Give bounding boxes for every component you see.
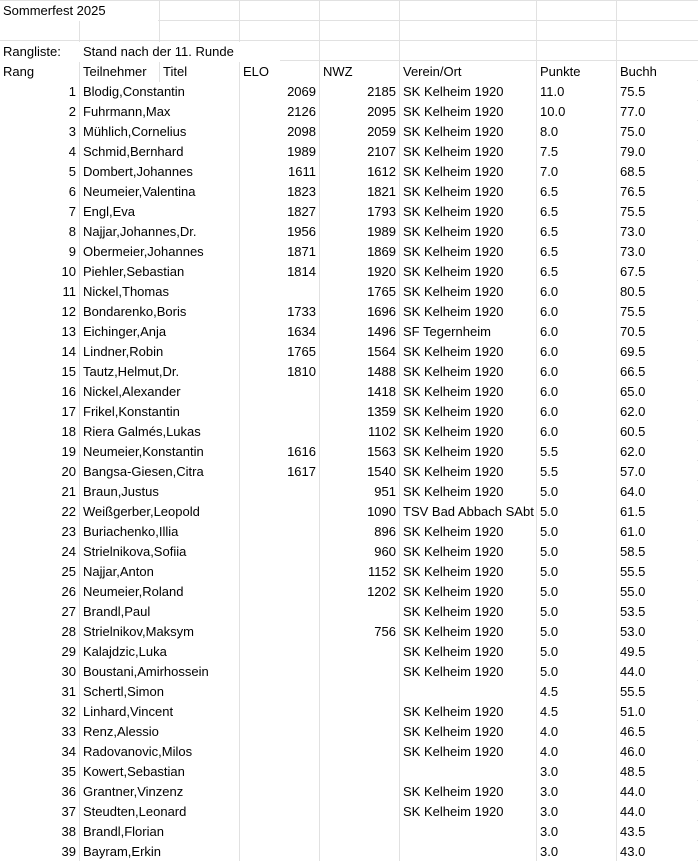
cell-rang[interactable]: 19 [0,442,79,462]
cell-elo[interactable]: 1989 [240,142,319,162]
cell-nwz[interactable]: 1920 [320,262,399,282]
cell-nwz[interactable] [320,662,399,682]
cell-rang[interactable]: 16 [0,382,79,402]
cell-buchh[interactable]: 60.5 [617,422,697,442]
cell-buchh[interactable]: 69.5 [617,342,697,362]
cell-nwz[interactable]: 1612 [320,162,399,182]
cell-punkte[interactable]: 3.0 [537,782,616,802]
cell-buchh[interactable]: 55.5 [617,682,697,702]
cell-nwz[interactable] [320,642,399,662]
cell-rang[interactable]: 20 [0,462,79,482]
cell-nwz[interactable]: 2107 [320,142,399,162]
cell-elo[interactable]: 1733 [240,302,319,322]
cell-punkte[interactable]: 6.0 [537,362,616,382]
cell-rang[interactable]: 29 [0,642,79,662]
cell-verein[interactable]: SK Kelheim 1920 [400,442,536,462]
cell-elo[interactable] [240,802,319,822]
cell-teilnehmer[interactable]: Strielnikova,Sofiia [80,542,239,562]
cell-punkte[interactable]: 5.0 [537,542,616,562]
cell-verein[interactable]: SK Kelheim 1920 [400,542,536,562]
cell-verein[interactable]: SK Kelheim 1920 [400,362,536,382]
cell-punkte[interactable]: 5.0 [537,562,616,582]
cell-elo[interactable] [240,402,319,422]
cell-verein[interactable]: SK Kelheim 1920 [400,802,536,822]
cell-buchh[interactable]: 80.5 [617,282,697,302]
cell-teilnehmer[interactable]: Fuhrmann,Max [80,102,239,122]
cell-elo[interactable]: 1616 [240,442,319,462]
cell-punkte[interactable]: 5.0 [537,602,616,622]
cell-nwz[interactable] [320,762,399,782]
cell-nwz[interactable]: 1821 [320,182,399,202]
cell-teilnehmer[interactable]: Obermeier,Johannes [80,242,239,262]
cell-buchh[interactable]: 44.0 [617,662,697,682]
cell-elo[interactable]: 1617 [240,462,319,482]
cell-punkte[interactable]: 6.5 [537,262,616,282]
cell-verein[interactable]: SK Kelheim 1920 [400,102,536,122]
ranking-status[interactable]: Stand nach der 11. Runde [80,42,280,62]
cell-rang[interactable]: 1 [0,82,79,102]
cell-elo[interactable] [240,522,319,542]
cell-verein[interactable]: SK Kelheim 1920 [400,342,536,362]
cell-punkte[interactable]: 6.5 [537,202,616,222]
cell-buchh[interactable]: 70.5 [617,322,697,342]
cell-punkte[interactable]: 4.5 [537,682,616,702]
cell-punkte[interactable]: 5.5 [537,462,616,482]
cell-punkte[interactable]: 6.0 [537,282,616,302]
cell-nwz[interactable] [320,822,399,842]
cell-teilnehmer[interactable]: Bangsa-Giesen,Citra [80,462,239,482]
cell-nwz[interactable] [320,702,399,722]
cell-buchh[interactable]: 43.0 [617,842,697,862]
cell-buchh[interactable]: 67.5 [617,262,697,282]
cell-buchh[interactable]: 75.0 [617,122,697,142]
cell-teilnehmer[interactable]: Radovanovic,Milos [80,742,239,762]
cell-verein[interactable]: SK Kelheim 1920 [400,222,536,242]
cell-teilnehmer[interactable]: Eichinger,Anja [80,322,239,342]
cell-teilnehmer[interactable]: Dombert,Johannes [80,162,239,182]
cell-teilnehmer[interactable]: Strielnikov,Maksym [80,622,239,642]
cell-elo[interactable]: 1611 [240,162,319,182]
cell-rang[interactable]: 30 [0,662,79,682]
cell-punkte[interactable]: 4.0 [537,742,616,762]
cell-punkte[interactable]: 6.5 [537,242,616,262]
cell-teilnehmer[interactable]: Piehler,Sebastian [80,262,239,282]
cell-teilnehmer[interactable]: Steudten,Leonard [80,802,239,822]
cell-elo[interactable] [240,562,319,582]
header-titel[interactable]: Titel [160,62,239,82]
cell-punkte[interactable]: 3.0 [537,842,616,862]
cell-rang[interactable]: 23 [0,522,79,542]
cell-rang[interactable]: 9 [0,242,79,262]
cell-rang[interactable]: 14 [0,342,79,362]
cell-buchh[interactable]: 79.0 [617,142,697,162]
cell-buchh[interactable]: 55.0 [617,582,697,602]
cell-elo[interactable] [240,702,319,722]
cell-rang[interactable]: 2 [0,102,79,122]
cell-nwz[interactable]: 1488 [320,362,399,382]
cell-nwz[interactable] [320,802,399,822]
cell-buchh[interactable]: 46.0 [617,742,697,762]
cell-verein[interactable] [400,762,536,782]
cell-buchh[interactable]: 53.5 [617,602,697,622]
cell-verein[interactable]: SK Kelheim 1920 [400,202,536,222]
cell-elo[interactable]: 1634 [240,322,319,342]
sheet-title[interactable]: Sommerfest 2025 [0,1,158,21]
cell-nwz[interactable]: 1869 [320,242,399,262]
cell-buchh[interactable]: 61.5 [617,502,697,522]
cell-rang[interactable]: 6 [0,182,79,202]
cell-verein[interactable]: SK Kelheim 1920 [400,702,536,722]
cell-buchh[interactable]: 57.0 [617,462,697,482]
cell-teilnehmer[interactable]: Neumeier,Roland [80,582,239,602]
cell-nwz[interactable]: 1540 [320,462,399,482]
cell-rang[interactable]: 31 [0,682,79,702]
cell-verein[interactable]: SK Kelheim 1920 [400,82,536,102]
cell-rang[interactable]: 34 [0,742,79,762]
cell-teilnehmer[interactable]: Buriachenko,Illia [80,522,239,542]
cell-verein[interactable]: SK Kelheim 1920 [400,462,536,482]
cell-punkte[interactable]: 5.0 [537,662,616,682]
cell-elo[interactable]: 1956 [240,222,319,242]
cell-verein[interactable]: SK Kelheim 1920 [400,162,536,182]
cell-elo[interactable]: 1765 [240,342,319,362]
cell-nwz[interactable]: 960 [320,542,399,562]
cell-elo[interactable] [240,822,319,842]
cell-verein[interactable]: SK Kelheim 1920 [400,402,536,422]
cell-buchh[interactable]: 58.5 [617,542,697,562]
cell-punkte[interactable]: 6.0 [537,382,616,402]
cell-punkte[interactable]: 5.0 [537,642,616,662]
cell-verein[interactable]: SK Kelheim 1920 [400,122,536,142]
cell-nwz[interactable] [320,722,399,742]
cell-buchh[interactable]: 53.0 [617,622,697,642]
cell-elo[interactable]: 1827 [240,202,319,222]
cell-elo[interactable] [240,682,319,702]
cell-verein[interactable] [400,822,536,842]
cell-buchh[interactable]: 73.0 [617,242,697,262]
cell-elo[interactable] [240,742,319,762]
cell-punkte[interactable]: 6.0 [537,342,616,362]
cell-verein[interactable]: SK Kelheim 1920 [400,422,536,442]
cell-teilnehmer[interactable]: Nickel,Alexander [80,382,239,402]
cell-elo[interactable]: 2098 [240,122,319,142]
cell-buchh[interactable]: 64.0 [617,482,697,502]
cell-punkte[interactable]: 6.5 [537,222,616,242]
cell-teilnehmer[interactable]: Engl,Eva [80,202,239,222]
cell-nwz[interactable]: 756 [320,622,399,642]
cell-verein[interactable]: SK Kelheim 1920 [400,522,536,542]
cell-verein[interactable] [400,682,536,702]
cell-punkte[interactable]: 4.5 [537,702,616,722]
cell-teilnehmer[interactable]: Weißgerber,Leopold [80,502,239,522]
ranking-label[interactable]: Rangliste: [0,42,80,62]
cell-nwz[interactable]: 1696 [320,302,399,322]
cell-rang[interactable]: 27 [0,602,79,622]
cell-nwz[interactable]: 2185 [320,82,399,102]
cell-nwz[interactable]: 1496 [320,322,399,342]
cell-rang[interactable]: 28 [0,622,79,642]
cell-rang[interactable]: 22 [0,502,79,522]
cell-verein[interactable]: SK Kelheim 1920 [400,302,536,322]
cell-teilnehmer[interactable]: Renz,Alessio [80,722,239,742]
cell-elo[interactable] [240,542,319,562]
cell-buchh[interactable]: 43.5 [617,822,697,842]
cell-rang[interactable]: 24 [0,542,79,562]
cell-rang[interactable]: 38 [0,822,79,842]
cell-nwz[interactable]: 1102 [320,422,399,442]
cell-nwz[interactable]: 1152 [320,562,399,582]
cell-teilnehmer[interactable]: Frikel,Konstantin [80,402,239,422]
cell-teilnehmer[interactable]: Brandl,Paul [80,602,239,622]
cell-buchh[interactable]: 51.0 [617,702,697,722]
cell-teilnehmer[interactable]: Neumeier,Konstantin [80,442,239,462]
cell-verein[interactable]: SK Kelheim 1920 [400,722,536,742]
cell-rang[interactable]: 8 [0,222,79,242]
cell-buchh[interactable]: 65.0 [617,382,697,402]
cell-rang[interactable]: 25 [0,562,79,582]
cell-nwz[interactable] [320,842,399,862]
cell-elo[interactable]: 2069 [240,82,319,102]
cell-elo[interactable] [240,662,319,682]
header-teilnehmer[interactable]: Teilnehmer [80,62,159,82]
cell-buchh[interactable]: 62.0 [617,442,697,462]
row-gridline [0,40,698,41]
cell-teilnehmer[interactable]: Linhard,Vincent [80,702,239,722]
cell-rang[interactable]: 13 [0,322,79,342]
cell-elo[interactable]: 1814 [240,262,319,282]
cell-verein[interactable]: SK Kelheim 1920 [400,562,536,582]
cell-teilnehmer[interactable]: Nickel,Thomas [80,282,239,302]
cell-punkte[interactable]: 7.5 [537,142,616,162]
cell-rang[interactable]: 7 [0,202,79,222]
cell-teilnehmer[interactable]: Grantner,Vinzenz [80,782,239,802]
cell-rang[interactable]: 10 [0,262,79,282]
cell-rang[interactable]: 15 [0,362,79,382]
cell-punkte[interactable]: 5.0 [537,622,616,642]
cell-verein[interactable]: TSV Bad Abbach SAbt [400,502,536,522]
cell-verein[interactable]: SK Kelheim 1920 [400,282,536,302]
cell-verein[interactable]: SK Kelheim 1920 [400,622,536,642]
cell-nwz[interactable] [320,602,399,622]
cell-punkte[interactable]: 10.0 [537,102,616,122]
cell-rang[interactable]: 32 [0,702,79,722]
cell-teilnehmer[interactable]: Brandl,Florian [80,822,239,842]
cell-verein[interactable]: SK Kelheim 1920 [400,602,536,622]
cell-elo[interactable] [240,422,319,442]
cell-buchh[interactable]: 66.5 [617,362,697,382]
cell-buchh[interactable]: 55.5 [617,562,697,582]
cell-teilnehmer[interactable]: Kalajdzic,Luka [80,642,239,662]
cell-nwz[interactable]: 2095 [320,102,399,122]
cell-teilnehmer[interactable]: Najjar,Johannes,Dr. [80,222,239,242]
cell-teilnehmer[interactable]: Braun,Justus [80,482,239,502]
cell-punkte[interactable]: 5.0 [537,582,616,602]
cell-teilnehmer[interactable]: Riera Galmés,Lukas [80,422,239,442]
cell-verein[interactable]: SK Kelheim 1920 [400,742,536,762]
cell-teilnehmer[interactable]: Kowert,Sebastian [80,762,239,782]
cell-punkte[interactable]: 6.0 [537,322,616,342]
cell-buchh[interactable]: 75.5 [617,202,697,222]
cell-buchh[interactable]: 46.5 [617,722,697,742]
cell-buchh[interactable]: 77.0 [617,102,697,122]
cell-teilnehmer[interactable]: Najjar,Anton [80,562,239,582]
cell-nwz[interactable]: 1090 [320,502,399,522]
cell-teilnehmer[interactable]: Lindner,Robin [80,342,239,362]
cell-buchh[interactable]: 68.5 [617,162,697,182]
cell-nwz[interactable]: 1564 [320,342,399,362]
cell-teilnehmer[interactable]: Tautz,Helmut,Dr. [80,362,239,382]
cell-verein[interactable] [400,842,536,862]
cell-punkte[interactable]: 6.0 [537,422,616,442]
cell-punkte[interactable]: 8.0 [537,122,616,142]
cell-teilnehmer[interactable]: Bondarenko,Boris [80,302,239,322]
cell-punkte[interactable]: 7.0 [537,162,616,182]
cell-rang[interactable]: 36 [0,782,79,802]
cell-nwz[interactable]: 951 [320,482,399,502]
cell-rang[interactable]: 39 [0,842,79,862]
cell-rang[interactable]: 3 [0,122,79,142]
cell-nwz[interactable] [320,682,399,702]
cell-buchh[interactable]: 62.0 [617,402,697,422]
cell-elo[interactable] [240,762,319,782]
cell-nwz[interactable]: 1765 [320,282,399,302]
cell-verein[interactable]: SK Kelheim 1920 [400,782,536,802]
cell-verein[interactable]: SK Kelheim 1920 [400,142,536,162]
cell-teilnehmer[interactable]: Boustani,Amirhossein [80,662,239,682]
cell-rang[interactable]: 5 [0,162,79,182]
cell-punkte[interactable]: 5.5 [537,442,616,462]
cell-punkte[interactable]: 5.0 [537,502,616,522]
cell-punkte[interactable]: 3.0 [537,802,616,822]
cell-buchh[interactable]: 61.0 [617,522,697,542]
cell-verein[interactable]: SK Kelheim 1920 [400,382,536,402]
cell-punkte[interactable]: 5.0 [537,522,616,542]
cell-verein[interactable]: SK Kelheim 1920 [400,582,536,602]
header-nwz[interactable]: NWZ [320,62,399,82]
cell-punkte[interactable]: 6.5 [537,182,616,202]
cell-nwz[interactable]: 1202 [320,582,399,602]
cell-verein[interactable]: SK Kelheim 1920 [400,642,536,662]
cell-rang[interactable]: 21 [0,482,79,502]
cell-rang[interactable]: 35 [0,762,79,782]
header-verein[interactable]: Verein/Ort [400,62,536,82]
cell-teilnehmer[interactable]: Blodig,Constantin [80,82,239,102]
cell-rang[interactable]: 12 [0,302,79,322]
cell-nwz[interactable]: 1793 [320,202,399,222]
cell-teilnehmer[interactable]: Bayram,Erkin [80,842,239,862]
cell-elo[interactable] [240,282,319,302]
cell-punkte[interactable]: 3.0 [537,822,616,842]
cell-rang[interactable]: 4 [0,142,79,162]
cell-buchh[interactable]: 76.5 [617,182,697,202]
header-punkte[interactable]: Punkte [537,62,616,82]
cell-elo[interactable] [240,642,319,662]
cell-elo[interactable]: 1871 [240,242,319,262]
cell-punkte[interactable]: 3.0 [537,762,616,782]
cell-elo[interactable] [240,782,319,802]
cell-nwz[interactable] [320,742,399,762]
cell-nwz[interactable]: 896 [320,522,399,542]
cell-elo[interactable] [240,842,319,862]
cell-elo[interactable] [240,602,319,622]
cell-buchh[interactable]: 73.0 [617,222,697,242]
cell-elo[interactable] [240,622,319,642]
cell-verein[interactable]: SK Kelheim 1920 [400,182,536,202]
cell-elo[interactable] [240,582,319,602]
cell-buchh[interactable]: 49.5 [617,642,697,662]
cell-punkte[interactable]: 6.0 [537,302,616,322]
header-rang[interactable]: Rang [0,62,79,82]
cell-rang[interactable]: 33 [0,722,79,742]
cell-elo[interactable] [240,502,319,522]
cell-nwz[interactable]: 1989 [320,222,399,242]
cell-nwz[interactable]: 2059 [320,122,399,142]
cell-punkte[interactable]: 11.0 [537,82,616,102]
cell-punkte[interactable]: 6.0 [537,402,616,422]
cell-elo[interactable]: 2126 [240,102,319,122]
cell-rang[interactable]: 37 [0,802,79,822]
cell-elo[interactable]: 1823 [240,182,319,202]
cell-verein[interactable]: SK Kelheim 1920 [400,482,536,502]
cell-verein[interactable]: SK Kelheim 1920 [400,662,536,682]
cell-elo[interactable] [240,382,319,402]
cell-punkte[interactable]: 4.0 [537,722,616,742]
cell-punkte[interactable]: 5.0 [537,482,616,502]
cell-verein[interactable]: SK Kelheim 1920 [400,242,536,262]
cell-teilnehmer[interactable]: Schertl,Simon [80,682,239,702]
cell-nwz[interactable]: 1359 [320,402,399,422]
cell-rang[interactable]: 18 [0,422,79,442]
cell-teilnehmer[interactable]: Schmid,Bernhard [80,142,239,162]
cell-buchh[interactable]: 44.0 [617,782,697,802]
cell-elo[interactable] [240,722,319,742]
cell-rang[interactable]: 26 [0,582,79,602]
cell-elo[interactable] [240,482,319,502]
cell-verein[interactable]: SF Tegernheim [400,322,536,342]
cell-buchh[interactable]: 48.5 [617,762,697,782]
cell-buchh[interactable]: 44.0 [617,802,697,822]
cell-buchh[interactable]: 75.5 [617,302,697,322]
cell-rang[interactable]: 11 [0,282,79,302]
cell-rang[interactable]: 17 [0,402,79,422]
cell-buchh[interactable]: 75.5 [617,82,697,102]
cell-nwz[interactable]: 1418 [320,382,399,402]
cell-elo[interactable]: 1810 [240,362,319,382]
header-buchh[interactable]: Buchh [617,62,697,82]
cell-verein[interactable]: SK Kelheim 1920 [400,262,536,282]
cell-teilnehmer[interactable]: Mühlich,Cornelius [80,122,239,142]
header-elo[interactable]: ELO [240,62,319,82]
cell-nwz[interactable]: 1563 [320,442,399,462]
cell-teilnehmer[interactable]: Neumeier,Valentina [80,182,239,202]
cell-nwz[interactable] [320,782,399,802]
